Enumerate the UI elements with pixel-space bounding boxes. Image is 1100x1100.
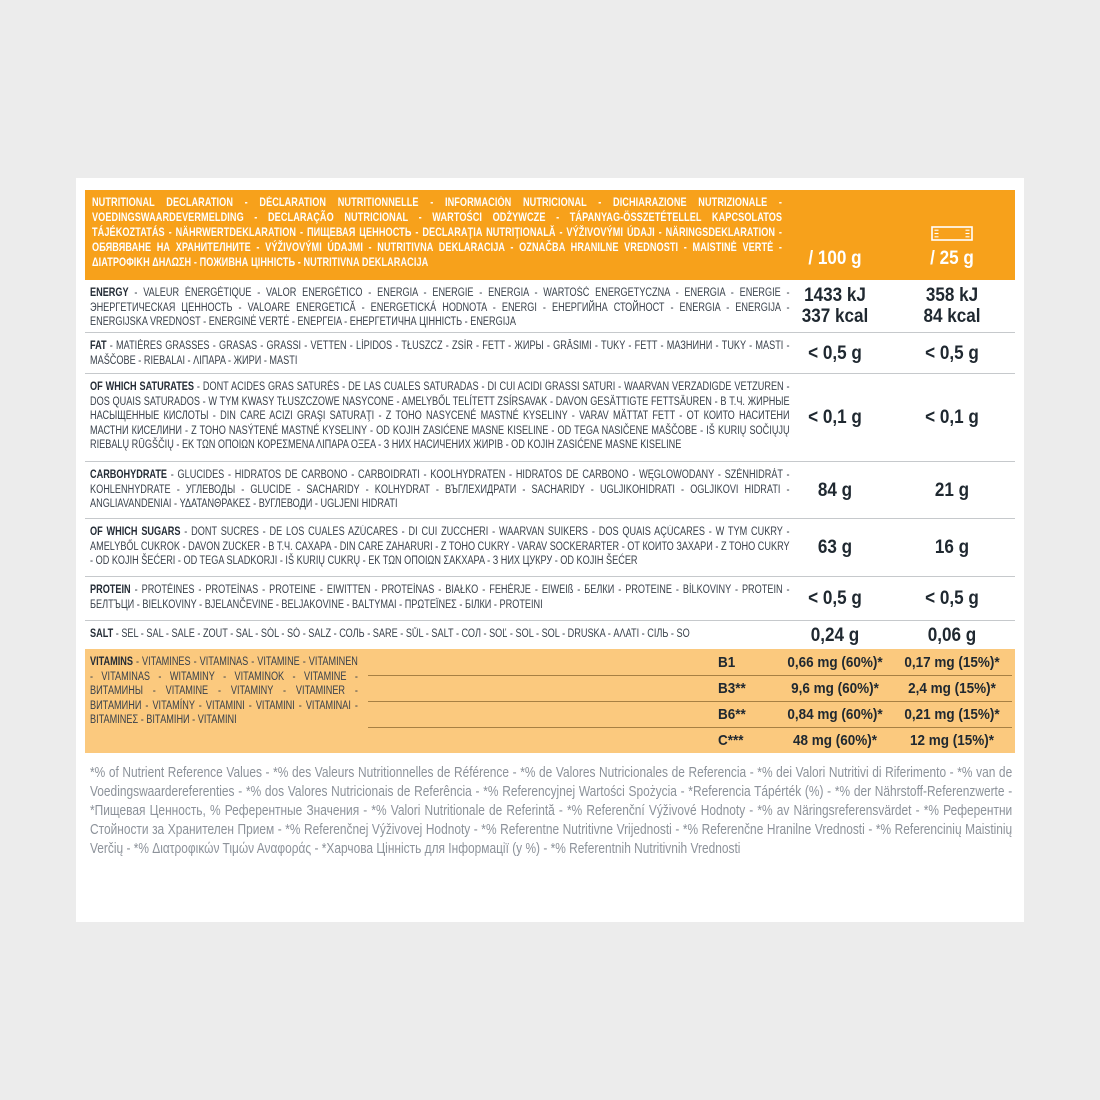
vitamin-name: B3**: [718, 679, 746, 697]
row-description: PROTEIN - PROTÉINES - PROTEÍNAS - PROTEINE - EIWITTEN - PROTEÍNAS - BIAŁKO - FEHÉRJE - EIWEIß - БЕЛКИ - PROTEINE - BÍLKOVINY - PROTEIN - БЕЛТЪЦИ - BIELKOVINY - BJELANČEVINE - BELJAKOVINE - BALTYMAI - ΠΡΩΤΕΪΝΕΣ - БІЛКИ - PROTEINI: [90, 584, 790, 611]
row-label: OF WHICH SUGARS: [90, 526, 181, 538]
nutrition-label-card: [76, 178, 1024, 922]
row-label: CARBOHYDRATE: [90, 469, 168, 481]
row-description: ENERGY - VALEUR ÉNERGÉTIQUE - VALOR ENERGÉTICO - ENERGIA - ENERGIE - ENERGIA - WARTOŚĆ ENERGETYCZNA - ENERGIA - ENERGIE - ЭНЕРГЕТИЧЕСКАЯ ЦЕННОСТЬ - VALOARE ENERGETICĂ - ENERGETICKÁ HODNOTA - ENERGI - ЕНЕРГИЙНА СТОЙНОСТ - ENERGIA - ENERGIJA - ENERGIJSKA VREDNOST - ENERGINĖ VERTĖ - ΕΝΕΡΓΕΙΑ - ЕНЕРГЕТИЧНА ЦІННІСТЬ - ENERGIJA: [90, 287, 790, 329]
value-per-100g: 84 g: [817, 479, 853, 501]
value-per-25g: 0,17 mg (15%)*: [904, 653, 1000, 671]
row-description: FAT - MATIÈRES GRASSES - GRASAS - GRASSI - VETTEN - LÍPIDOS - TŁUSZCZ - ZSÍR - FETT - ЖИРЫ - GRĂSIMI - TUKY - FETT - МАЗНИНИ - TUKY - MASTI - MAŠČOBE - RIEBALAI - ΛΙΠΑΡΑ - ЖИРИ - MASTI: [90, 340, 790, 367]
value-per-100g: 0,24 g: [810, 624, 860, 646]
row-description: OF WHICH SATURATES - DONT ACIDES GRAS SATURÉS - DE LAS CUALES SATURADAS - DI CUI ACIDI GRASSI SATURI - WAARVAN VERZADIGDE VETZUREN - DOS QUAIS SATURADOS - W TYM KWASY TŁUSZCZOWE NASYCONE - AMELYBŐL TELÍTETT ZSÍRSAVAK - DAVON GESÄTTIGTE FETTSÄUREN - В Т.Ч. ЖИРНЫЕ НАСЫЩЕННЫЕ КИСЛОТЫ - DIN CARE ACIZI GRAŞI SATURAŢI - Z TOHO NASYCENÉ MASTNÉ KYSELINY - VARAV MÄTTAT FETT - ОТ КОИТО НАСИТЕНИ МАСТНИ КИСЕЛИНИ - Z TOHO NASÝTENÉ MASTNÉ KYSELINY - OD KOJIH ZASIĆENE MASNE KISELINE - OD TEGA NASIČENE MAŠČOBE - IŠ KURIŲ SOČIŲJŲ RIEBALŲ RŪGŠČIŲ - ΕΚ ΤΩΝ ΟΠΟΙΩΝ ΚΟΡΕΣΜΕΝΑ ΛΙΠΑΡΑ ΟΞΕΑ - З НИХ НАСИЧЕНИХ ЖИРІВ - OD KOJIH ZASIĆENE MASNE KISELINE: [90, 381, 790, 452]
per-25g-column-header: / 25 g: [930, 248, 974, 269]
value-per-100g: 0,84 mg (60%)*: [787, 705, 883, 723]
row-salt: [85, 621, 1015, 649]
row-carbohydrate: [85, 462, 1015, 519]
row-protein: [85, 577, 1015, 621]
vitamins-label: VITAMINS - VITAMINES - VITAMINAS - VITAMINE - VITAMINEN - VITAMINAS - WITAMINY - VITAMINOK - VITAMINE - ВИТАМИНЫ - VITAMINE - VITAMINY - VITAMINER - ВИТАМИНИ - VITAMÍNY - VITAMINI - VITAMINI - VITAMINAI - ΒΙΤΑΜΙΝΕΣ - ВІТАМІНИ - VITAMINI: [90, 656, 358, 727]
row-of-which-sugars: [85, 519, 1015, 577]
vitamins-section: [85, 649, 1015, 753]
value-per-25g: < 0,5 g: [925, 588, 979, 609]
nutrition-header: [85, 190, 1015, 280]
value-per-100g: < 0,1 g: [808, 407, 862, 428]
value-per-100g: 63 g: [817, 537, 853, 558]
vitamin-row-b1: [85, 649, 1015, 675]
value-per-25g: < 0,5 g: [925, 342, 979, 364]
vitamin-row-b6: [85, 701, 1015, 727]
vitamin-row-c: [85, 727, 1015, 753]
row-label: FAT: [90, 340, 107, 352]
per-100g-column-header: / 100 g: [808, 248, 862, 269]
value-per-25g: 16 g: [934, 537, 970, 558]
row-description: OF WHICH SUGARS - DONT SUCRES - DE LOS CUALES AZÚCARES - DI CUI ZUCCHERI - WAARVAN SUIKERS - DOS QUAIS AÇÚCARES - W TYM CUKRY - AMELYBŐL CUKROK - DAVON ZUCKER - В Т.Ч. САХАРА - DIN CARE ZAHARURI - Z TOHO CUKRY - VARAV SOCKERARTER - ОТ КОИТО ЗАХАРИ - Z TOHO CUKRY - OD KOJIH ŠEĆERI - OD TEGA SLADKORJI - IŠ KURIŲ CUKRŲ - ΕΚ ΤΩΝ ΟΠΟΙΩΝ ΣΑΚΧΑΡΑ - З НИХ ЦУКРУ - OD KOJIH ŠEĆER: [90, 526, 790, 568]
value-per-25g: 0,21 mg (15%)*: [904, 705, 1000, 723]
vitamin-name: B6**: [718, 705, 746, 723]
footnote-text: *% of Nutrient Reference Values - *% des Valeurs Nutritionnelles de Référence - *% de Valores Nutricionales de Referencia - *% dei Valori Nutritivi di Riferimento - *% van de Voedingswaardereferenties - *% dos Valores Nutricionais de Referência - *% Referencyjnej Wartości Spożycia - *Referencia Tápérték (%) - *% der Nährstoff-Referenzwerte - *Пищевая Ценность, % Референтные Значения - *% Valori Nutritionale de Referintă - *% Referenční Výživové Hodnoty - *% av Näringsreferensvärdet - *% Референтни Стойности за Хранителен Прием - *% Referenčnej Výživovej Hodnoty - *% Referentne Nutritivne Vrijednosti - *% Referenčne Hranilne Vrednosti - *% Referencinių Maistinių Verčių - *% Διατροφικών Τιμών Αναφοράς - *Харчова Цінність для Інформації (у %) - *% Referentnih Nutritivnih Vrednosti: [90, 764, 1013, 857]
row-label: PROTEIN: [90, 584, 131, 596]
vitamin-row-b3: [85, 675, 1015, 701]
row-energy: [85, 280, 1015, 333]
row-description: SALT - SEL - SAL - SALE - ZOUT - SAL - SÓL - SÓ - SALZ - СОЛЬ - SARE - SŮL - SALT - СОЛ - SOĽ - SOL - SOL - DRUSKA - ΑΛΑΤΙ - СІЛЬ - SO: [90, 628, 690, 640]
value-per-25g: 2,4 mg (15%)*: [908, 679, 996, 697]
value-per-25g: 21 g: [934, 479, 970, 501]
value-per-100g: 1433 kJ 337 kcal: [801, 285, 869, 327]
row-label: SALT: [90, 628, 114, 640]
nutrition-header-title: NUTRITIONAL DECLARATION - DÉCLARATION NUTRITIONNELLE - INFORMACIÓN NUTRICIONAL - DICHIARAZIONE NUTRIZIONALE - VOEDINGSWAARDEVERMELDING - DECLARAÇÃO NUTRICIONAL - WARTOŚCI ODŻYWCZE - TÁPANYAG-ÖSSZETÉTELLEL KAPCSOLATOS TÁJÉKOZTATÁS - NÄHRWERTDEKLARATION - ПИЩЕВАЯ ЦЕННОСТЬ - DECLARAŢIA NUTRIŢIONALĂ - VÝŽIVOVÝMI ÚDAJI - NÄRINGSDEKLARATION - ОБЯВЯВАНЕ НА ХРАНИТЕЛНИТЕ - VÝŽIVOVÝMI ÚDAJMI - NUTRITIVNA DEKLARACIJA - OZNAČBA HRANILNE VREDNOSTI - MAISTINĖ VERTĖ - ΔΙΑΤΡΟΦΙΚΗ ΔΗΛΩΣΗ - ПОЖИВНА ЦІННІСТЬ - NUTRITIVNA DEKLARACIJA: [92, 197, 783, 269]
row-label: OF WHICH SATURATES: [90, 381, 195, 393]
vitamin-name: C***: [718, 731, 744, 749]
row-description: CARBOHYDRATE - GLUCIDES - HIDRATOS DE CARBONO - CARBOIDRATI - KOOLHYDRATEN - HIDRATOS DE CARBONO - WĘGLOWODANY - SZÉNHIDRÁT - KOHLENHYDRATE - УГЛЕВОДЫ - GLUCIDE - SACHARIDY - KOLHYDRAT - ВЪГЛЕХИДРАТИ - SACHARIDY - UGLJIKOHIDRATI - OGLJIKOVI HIDRATI - ANGLIAVANDENIAI - ΥΔΑΤΑΝΘΡΑΚΕΣ - ВУГЛЕВОДИ - UGLJENI HIDRATI: [90, 469, 790, 511]
value-per-100g: 0,66 mg (60%)*: [787, 653, 883, 671]
value-per-100g: 9,6 mg (60%)*: [791, 679, 879, 697]
vitamin-name: B1: [718, 653, 736, 671]
value-per-25g: 358 kJ 84 kcal: [923, 285, 981, 327]
value-per-100g: < 0,5 g: [808, 588, 862, 609]
row-label: ENERGY: [90, 287, 129, 299]
value-per-25g: 12 mg (15%)*: [909, 731, 995, 749]
row-of-which-saturates: [85, 374, 1015, 462]
value-per-100g: < 0,5 g: [808, 342, 862, 364]
value-per-25g: < 0,1 g: [925, 407, 979, 428]
value-per-25g: 0,06 g: [927, 624, 977, 646]
row-fat: [85, 333, 1015, 374]
value-per-100g: 48 mg (60%)*: [792, 731, 878, 749]
energy-bar-icon: [931, 226, 973, 241]
